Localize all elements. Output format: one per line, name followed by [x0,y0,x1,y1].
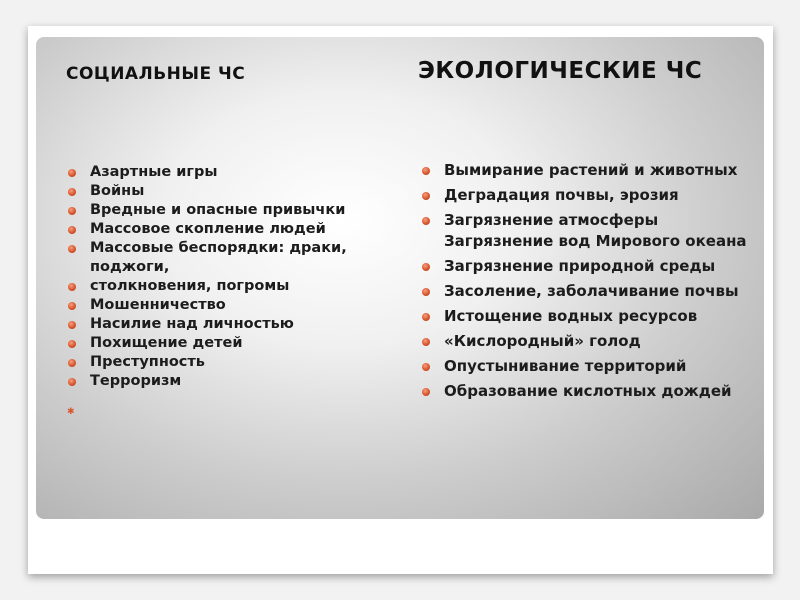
ecological-list-item [420,256,750,277]
social-list-item [66,220,396,239]
social-list-item-text: Войны [90,183,145,199]
bullet-icon [68,283,76,291]
social-list-item [66,201,396,220]
ecological-list-item-text: Вымирание растений и животных [444,161,738,179]
social-list-item-text: Азартные игры [90,164,218,180]
bullet-icon [422,263,430,271]
social-list-item [66,239,396,277]
social-list-item [66,334,396,353]
social-list-item [66,163,396,182]
ecological-list-item-text: «Кислородный» голод [444,332,641,350]
ecological-list-item-text: Образование кислотных дождей [444,382,732,400]
empty-bullet-icon: ✱ [67,407,75,417]
ecological-list-item-text: Загрязнение атмосферы Загрязнение вод Мирового океана [444,211,747,250]
bullet-icon [68,169,76,177]
social-heading: СОЦИАЛЬНЫЕ ЧС [66,64,246,84]
social-list-item-text: Терроризм [90,373,182,389]
social-list-item-text: Преступность [90,354,205,370]
ecological-list-item [420,281,750,302]
bullet-icon [422,313,430,321]
bullet-icon [68,245,76,253]
bullet-icon [68,321,76,329]
bullet-icon [422,217,430,225]
social-list-item-text: Вредные и опасные привычки [90,202,346,218]
ecological-list-item-text: Опустынивание территорий [444,357,687,375]
social-list-item-text: Массовые беспорядки: драки, поджоги, [90,240,347,275]
bullet-icon [422,167,430,175]
ecological-list-item-text: Деградация почвы, эрозия [444,186,679,204]
ecological-list-item [420,356,750,377]
ecological-list-item-text: Загрязнение природной среды [444,257,716,275]
ecological-list [420,160,750,404]
bullet-icon [68,226,76,234]
ecological-list-item [420,160,750,181]
bullet-icon [422,338,430,346]
ecological-list-item [420,381,750,402]
bullet-icon [422,363,430,371]
bullet-icon [68,302,76,310]
social-list-item [66,315,396,334]
ecological-list-item-text: Истощение водных ресурсов [444,307,698,325]
social-list [66,163,396,391]
ecological-list-item [420,185,750,206]
ecological-list-item-text: Засоление, заболачивание почвы [444,282,739,300]
bullet-icon [422,192,430,200]
social-list-item [66,296,396,315]
bullet-icon [422,288,430,296]
social-list-item [66,372,396,391]
bullet-icon [68,188,76,196]
social-list-item [66,277,396,296]
ecological-list-item [420,306,750,327]
social-list-item-text: Похищение детей [90,335,243,351]
social-list-item [66,182,396,201]
social-list-item-text: Мошенничество [90,297,226,313]
social-list-item [66,353,396,372]
bullet-icon [68,207,76,215]
bullet-icon [68,359,76,367]
bullet-icon [68,378,76,386]
social-list-item-text: Массовое скопление людей [90,221,326,237]
ecological-list-item [420,331,750,352]
ecological-heading: ЭКОЛОГИЧЕСКИЕ ЧС [418,58,703,84]
social-list-item-text: столкновения, погромы [90,278,290,294]
bullet-icon [68,340,76,348]
social-list-item-text: Насилие над личностью [90,316,294,332]
ecological-list-item [420,210,750,252]
bullet-icon [422,388,430,396]
